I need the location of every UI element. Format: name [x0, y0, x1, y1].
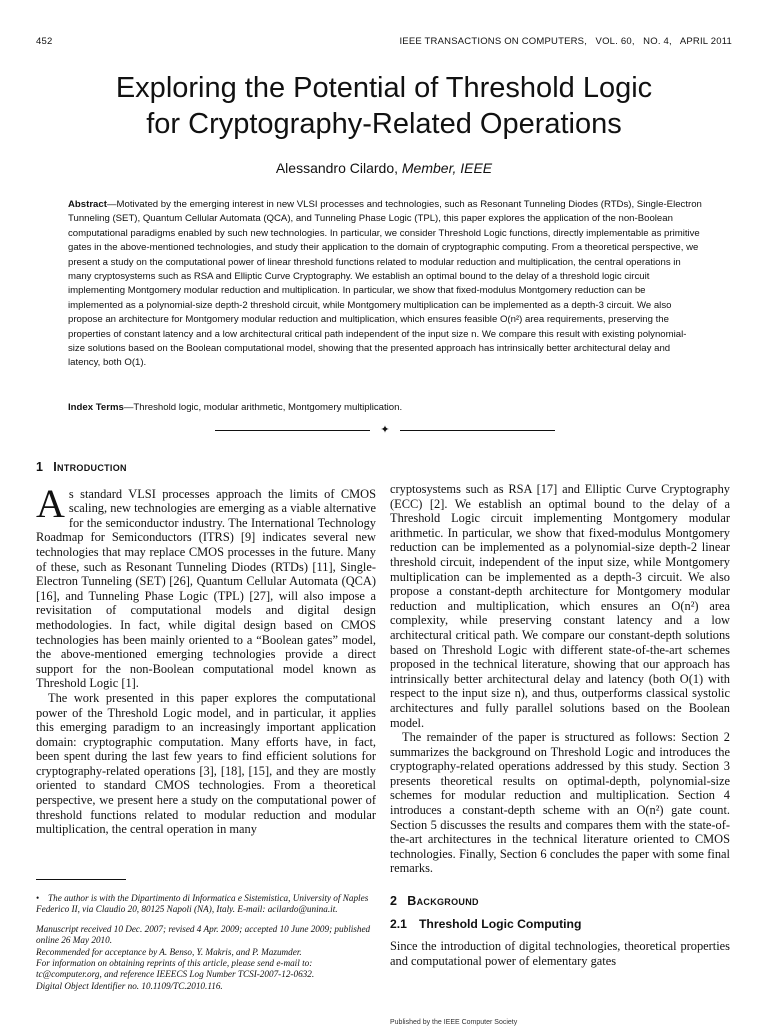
subsection-2-1-heading: [390, 917, 730, 932]
subsection-2-1-title: Threshold Logic Computing: [418, 916, 582, 931]
divider-rule-left: [215, 430, 370, 431]
footnote-recommended: Recommended for acceptance by A. Benso, Y. Makris, and P. Mazumder.: [36, 946, 302, 957]
right-paragraph-1: cryptosystems such as RSA [17] and Elliptic Curve Cryptography (ECC) [2]. We establish an optimal bound to the delay of a Threshold Logic circuit implementing Montgomery modular arithmetic. In particular, we show that fixed-modulus Montgomery reduction can be implemented as a polynomial-size depth-2 linear threshold circuit, independent of the input size, while Montgomery multiplication can be implemented as a depth-3 circuit. We also propose a constant-depth architecture for Montgomery modular reduction and multiplication, which ensures an O(n²) area complexity, while preserving constant latency and a low architectural critical path. We compare our constant-depth solutions based on Threshold Logic with different state-of-the-art schemes proposed in the technical literature, showing that our approach has intrinsically better architectural delay and latency (both O(1) with respect to the input size n), and thus, outperforms classical systolic architectures and fully parallel solutions based on the Boolean model.: [390, 482, 730, 730]
footnote-reprints: For information on obtaining reprints of this article, please send e-mail to: tc@computer.org, and reference IEEECS Log Number TCSI-2007-12-0632.: [36, 958, 315, 980]
author-name: Alessandro Cilardo,: [275, 160, 398, 176]
index-terms-label: Index Terms: [68, 402, 124, 413]
right-column: [390, 482, 730, 968]
footnotes: [36, 893, 376, 992]
footnote-manuscript: Manuscript received 10 Dec. 2007; revised 4 Apr. 2009; accepted 10 June 2009; published online 26 May 2010.: [36, 923, 371, 946]
abstract-label: Abstract: [68, 199, 107, 210]
section-2-number: 2: [390, 894, 398, 909]
section-1-heading: [36, 460, 376, 475]
section-1-title: Introduction: [53, 460, 127, 474]
publisher-line: Published by the IEEE Computer Society: [390, 1019, 518, 1026]
running-header: [36, 36, 732, 47]
footnote-bullet: •: [36, 893, 40, 903]
page-number: 452: [36, 36, 53, 47]
footnote-author: [36, 893, 376, 916]
abstract-body: [68, 198, 702, 371]
section-2-heading: [390, 894, 730, 909]
section-2-title: Background: [407, 894, 479, 909]
section-1-number: 1: [36, 460, 44, 474]
abstract-text: —Motivated by the emerging interest in new VLSI processes and technologies, such as Resonant Tunneling Diodes (RTDs), Single-Electron Tunneling (SET), Quantum Cellular Automata (QCA), and Tunneling Phase Logic (TPL), this paper explores the application of the non-Boolean computational paradigms enabled by such new technologies. In particular, we consider Threshold Logic functions, directly implementable as primitive gates in the above-mentioned technologies, and study their application to the domain of cryptographic computing. From a theoretical perspective, we present a study on the computational power of linear threshold functions related to modular reduction and multiplication, the central operations in many cryptosystems such as RSA and Elliptic Curve Cryptography. We establish an optimal bound to the delay of a threshold logic circuit implementing Montgomery modular reduction and multiplication. In particular, we show that fixed-modulus Montgomery reduction can be implemented as a polynomial-size depth-2 threshold circuit, while Montgomery multiplication can be implemented as a depth-3 circuit. We also propose an architecture for Montgomery modular reduction and multiplication, which ensures feasible O(n²) area requirements, preserving the properties of constant latency and a low architectural critical path independent of the input size n. We compare this result with existing polynomial-size solutions based on the Boolean computational model, showing that the presented approach has intrinsically better architectural delay and latency, both O(1).: [68, 199, 702, 369]
footnote-author-text: The author is with the Dipartimento di Informatica e Sistemistica, University of Naples Federico II, via Claudio 20, 80125 Napoli (NA), Italy. E-mail: acilardo@unina.it.: [36, 893, 369, 915]
section-divider: [215, 424, 555, 436]
right-paragraph-3: Since the introduction of digital technologies, theoretical properties and computational power of elementary gates: [390, 939, 730, 968]
left-column: [36, 460, 376, 837]
divider-rule-right: [400, 430, 555, 431]
title-line-2: for Cryptography-Related Operations: [146, 108, 622, 140]
drop-cap: A: [36, 480, 65, 526]
footnote-doi: Digital Object Identifier no. 10.1109/TC.2010.116.: [36, 980, 223, 991]
author-role: Member, IEEE: [401, 160, 493, 176]
journal-info: IEEE TRANSACTIONS ON COMPUTERS, VOL. 60, NO. 4, APRIL 2011: [399, 36, 732, 47]
index-terms-text: —Threshold logic, modular arithmetic, Montgomery multiplication.: [123, 402, 403, 413]
divider-diamond-icon: ✦: [380, 424, 390, 436]
intro-paragraph-2: The work presented in this paper explores the computational power of the Threshold Logic model, and in particular, it applies this emerging paradigm to an increasingly important application domain: cryptographic computation. Many efforts have, in fact, been spent during the last few years to find efficient solutions for cryptography-related operations [3], [18], [15], and they are mostly oriented to standard CMOS technologies. From a theoretical perspective, we present here a study on the computational power of threshold functions related to modular reduction and modular multiplication, the central operation in many: [36, 690, 376, 837]
author-line: [0, 160, 768, 176]
footnote-rule: [36, 879, 126, 880]
subsection-2-1-number: 2.1: [390, 916, 407, 931]
title-line-1: Exploring the Potential of Threshold Logic: [115, 72, 653, 104]
index-terms: [68, 402, 702, 413]
intro-paragraph-1: [36, 480, 376, 691]
intro-paragraph-1-text: s standard VLSI processes approach the limits of CMOS scaling, new technologies are emerging as a viable alternative for the semiconductor industry. The International Technology Roadmap for Semiconductors (ITRS) [9] indicates several new technologies that may replace CMOS processes in the future. Many of these, such as Resonant Tunneling Diodes (RTDs) [11], Single-Electron Tunneling (SET) [26], Quantum Cellular Automata (QCA) [16], and Tunneling Phase Logic (TPL) [27], will also impose a revisitation of computational models and digital design methodologies. In fact, while digital design based on CMOS technologies has been mainly oriented to a “Boolean gates” model, the above-mentioned emerging technologies provide a direct support for the non-Boolean computational model known as Threshold Logic [1].: [36, 486, 376, 691]
paper-title: [0, 70, 768, 142]
footnote-gap: [36, 916, 376, 924]
right-paragraph-2: The remainder of the paper is structured as follows: Section 2 summarizes the background on Threshold Logic and introduces the cryptography-related operations addressed by this study. Section 3 presents theoretical results on optimal-depth, polynomial-size schemes for modular reduction and multiplication. Section 4 introduces a constant-depth scheme with an O(n²) gate count. Section 5 discusses the results and compares them with the state-of-the-art architectures in the technical literature oriented to CMOS technologies. Finally, Section 6 concludes the paper with some final remarks.: [390, 730, 730, 876]
abstract: [68, 198, 702, 371]
